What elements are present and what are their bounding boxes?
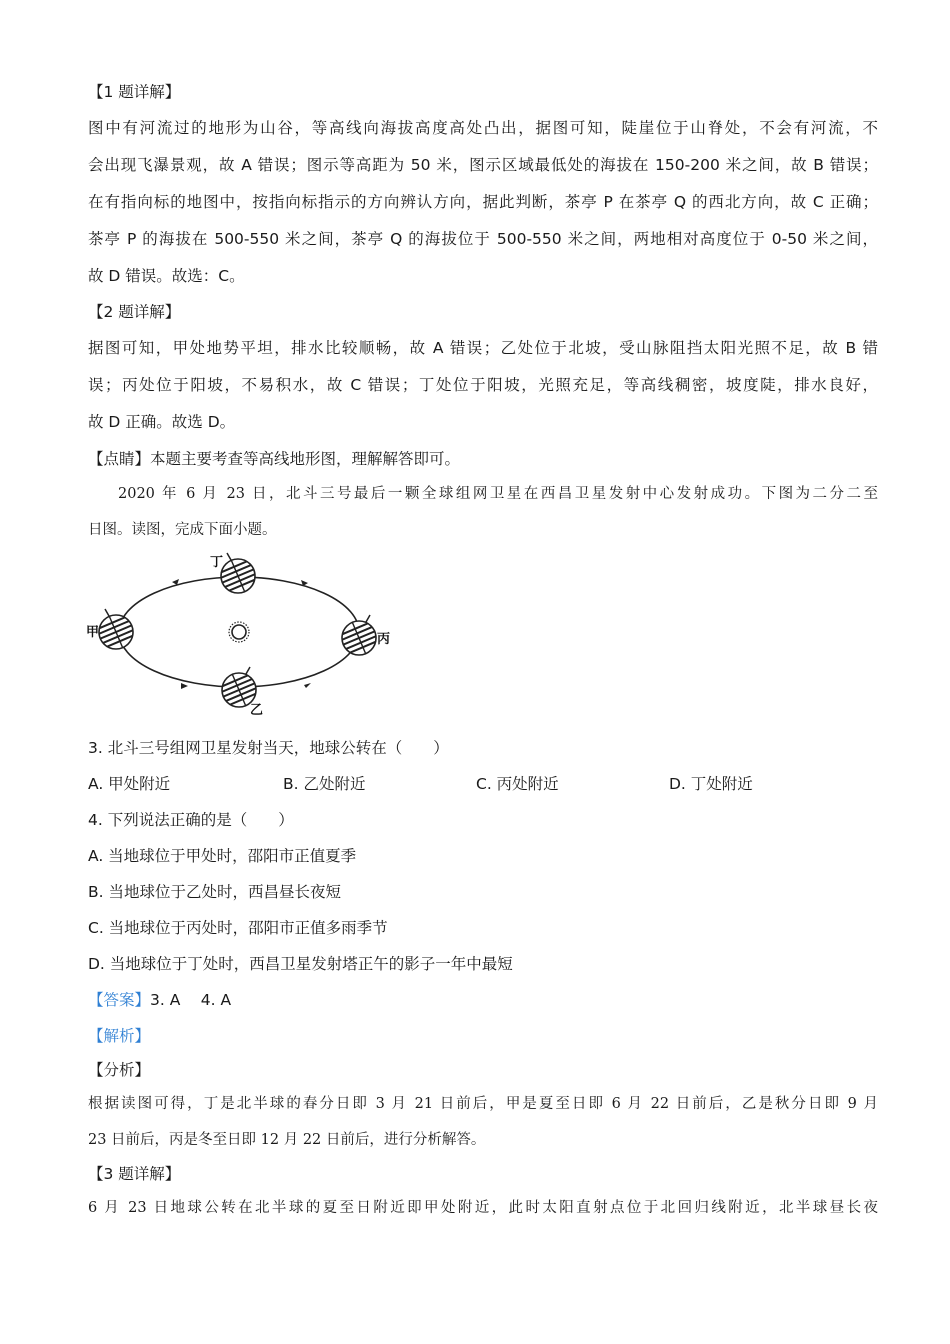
- q4-option-b[interactable]: B. 当地球位于乙处时，西昌昼长夜短: [88, 883, 341, 901]
- section2-heading: 【2 题详解】: [88, 303, 181, 321]
- fenxi-line-2: 23 日前后，丙是冬至日即 12 月 22 日前后，进行分析解答。: [88, 1132, 486, 1148]
- q3-option-b[interactable]: B. 乙处附近: [283, 775, 366, 793]
- section1-line-5: 故 D 错误。故选：C。: [88, 267, 245, 285]
- q4-stem: 4. 下列说法正确的是（ ）: [88, 811, 294, 829]
- answer-label: 【答案】: [88, 991, 151, 1009]
- q4-option-c[interactable]: C. 当地球位于丙处时，邵阳市正值多雨季节: [88, 919, 388, 937]
- section1-line-3: 在有指向标的地图中，按指向标指示的方向辨认方向，据此判断，茶亭 P 在茶亭 Q 的西北方向，故 C 正确；: [88, 193, 878, 211]
- label-ding: 丁: [210, 555, 224, 570]
- q3-option-d[interactable]: D. 丁处附近: [669, 775, 753, 793]
- section2-line-3: 故 D 正确。故选 D。: [88, 413, 236, 431]
- section1-line-4: 茶亭 P 的海拔在 500-550 米之间，茶亭 Q 的海拔位于 500-550 米之间，两地相对高度位于 0-50 米之间，: [88, 230, 878, 248]
- answer-text: 3. A 4. A: [150, 991, 232, 1009]
- label-yi: 乙: [250, 703, 264, 718]
- equinox-solstice-diagram: [86, 548, 396, 720]
- section1-heading: 【1 题详解】: [88, 83, 181, 101]
- section2-line-1: 据图可知，甲处地势平坦，排水比较顺畅，故 A 错误；乙处位于北坡，受山脉阻挡太阳光照不足，故 B 错: [88, 339, 878, 357]
- answer-row: [88, 990, 878, 1010]
- section3-line-1: 6 月 23 日地球公转在北半球的夏至日附近即甲处附近，此时太阳直射点位于北回归线附近，北半球昼长夜: [88, 1200, 878, 1216]
- label-bing: 丙: [377, 632, 391, 647]
- section2-line-2: 误；丙处位于阳坡，不易积水，故 C 错误；丁处位于阳坡，光照充足，等高线稠密，坡度陡，排水良好，: [88, 376, 878, 394]
- intro-line-1: 2020 年 6 月 23 日，北斗三号最后一颗全球组网卫星在西昌卫星发射中心发射成功。下图为二分二至: [118, 486, 878, 502]
- orbit-arrow-bottom: [181, 683, 188, 689]
- q3-option-c[interactable]: C. 丙处附近: [476, 775, 559, 793]
- intro-line-2: 日图。读图，完成下面小题。: [88, 522, 277, 538]
- orbit-arrow-bottom-right: [304, 683, 311, 688]
- section1-line-1: 图中有河流过的地形为山谷，等高线向海拔高度高处凸出，据图可知，陡崖位于山脊处，不会有河流，不: [88, 119, 878, 137]
- q4-option-d[interactable]: D. 当地球位于丁处时，西昌卫星发射塔正午的影子一年中最短: [88, 955, 513, 973]
- q4-option-a[interactable]: A. 当地球位于甲处时，邵阳市正值夏季: [88, 847, 357, 865]
- sun-icon: [229, 622, 249, 642]
- jiexi-label: 【解析】: [88, 1027, 151, 1045]
- fenxi-heading: 【分析】: [88, 1061, 151, 1079]
- section1-line-2: 会出现飞瀑景观，故 A 错误；图示等高距为 50 米，图示区域最低处的海拔在 150-200 米之间，故 B 错误；: [88, 156, 878, 174]
- label-jia: 甲: [86, 625, 100, 640]
- fenxi-line-1: 根据读图可得，丁是北半球的春分日即 3 月 21 日前后，甲是夏至日即 6 月 22 日前后，乙是秋分日即 9 月: [88, 1096, 878, 1112]
- q3-option-a[interactable]: A. 甲处附近: [88, 775, 171, 793]
- q3-stem: 3. 北斗三号组网卫星发射当天，地球公转在（ ）: [88, 739, 449, 757]
- section3-heading: 【3 题详解】: [88, 1165, 181, 1183]
- dianjing-note: 【点睛】本题主要考查等高线地形图，理解解答即可。: [88, 450, 461, 468]
